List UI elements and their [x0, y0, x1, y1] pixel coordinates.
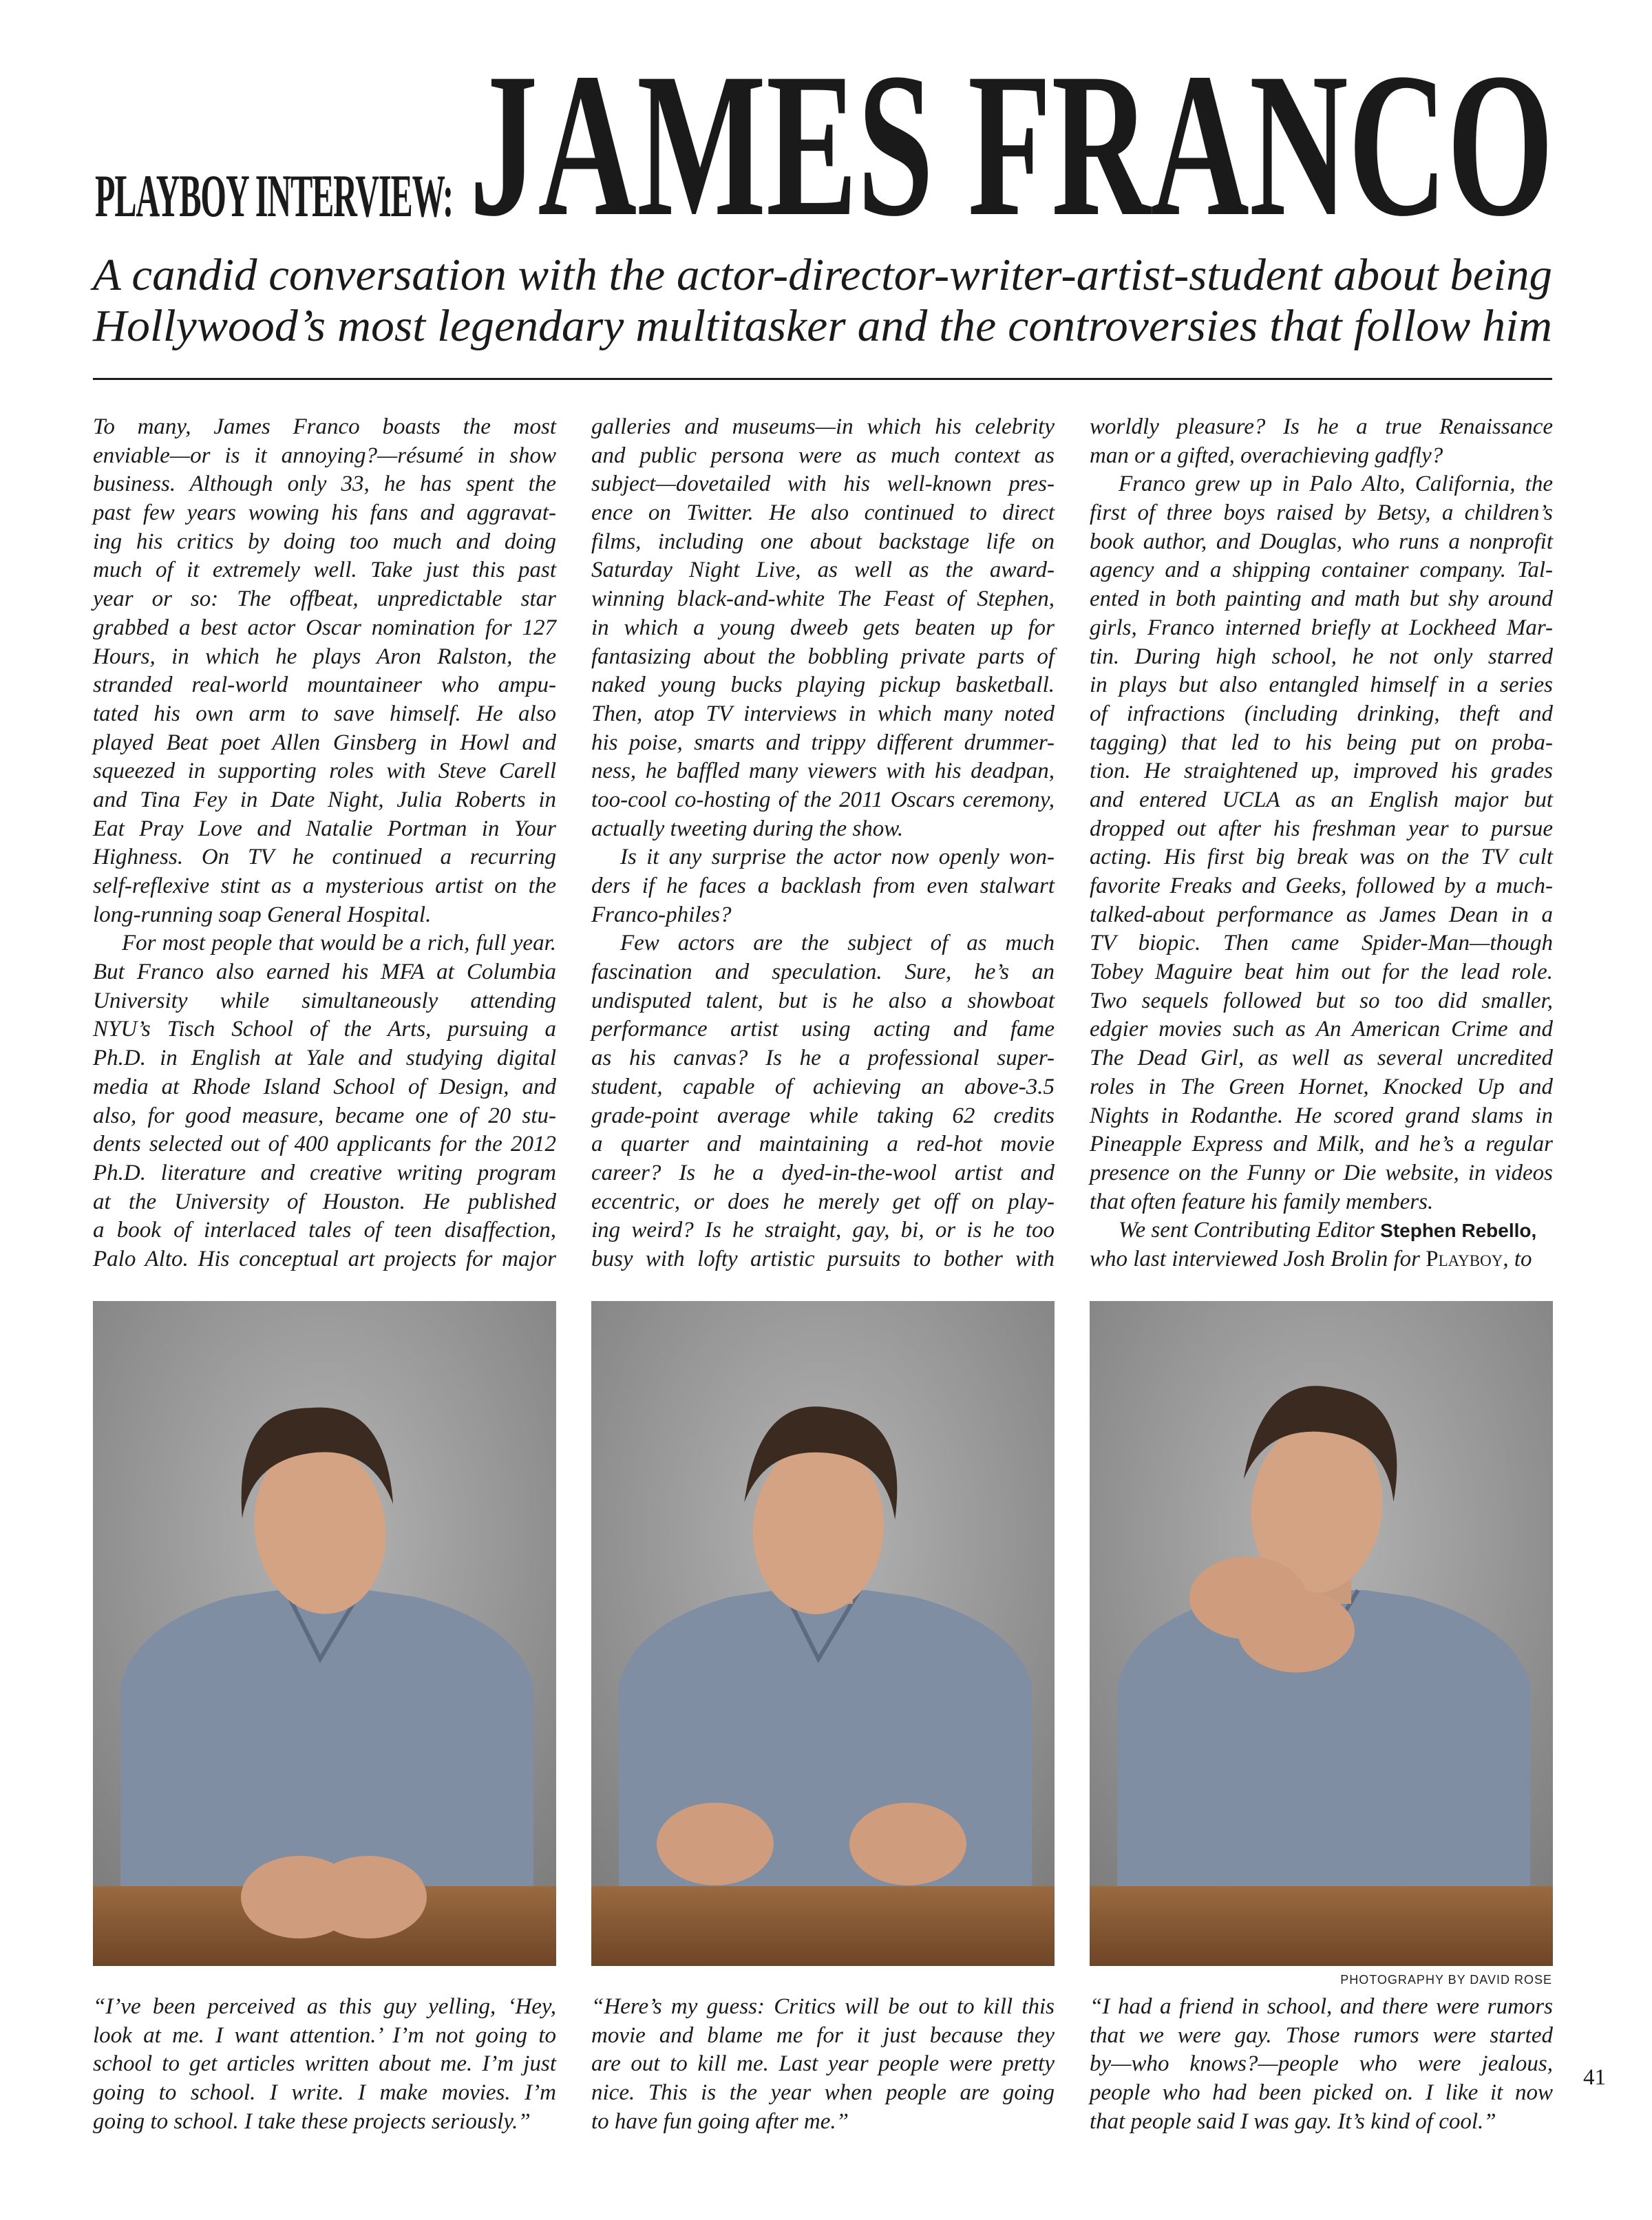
line-text: year or so: The offbeat, unpredictable star [93, 586, 556, 612]
line-text: ness, he baffled many viewers with his deadpan, [591, 759, 1055, 784]
line-text: talked-about performance as James Dean in a [1090, 902, 1553, 927]
text-line [1090, 556, 1553, 585]
text-line [591, 901, 1055, 930]
line-text: For most people that would be a rich, full year. [122, 931, 556, 956]
text-line [93, 1216, 556, 1245]
line-text: business. Although only 33, he has spent the [93, 472, 556, 497]
kicker-text: PLAYBOY INTERVIEW: [95, 163, 453, 230]
line-text: worldly pleasure? Is he a true Renaissance [1090, 414, 1553, 439]
text-line [591, 1130, 1055, 1159]
line-text: tagging) that led to his being put on proba- [1090, 730, 1553, 755]
text-line [1090, 729, 1553, 758]
text-line [591, 614, 1055, 643]
line-text: a quarter and maintaining a red-hot movie [591, 1132, 1055, 1157]
line-text: ing his critics by doing too much and doing [93, 529, 556, 554]
text-line [93, 786, 556, 815]
caption-3 [1090, 1993, 1553, 2136]
text-line [1090, 958, 1553, 987]
text-line [93, 413, 556, 442]
line-text: in which a young dweeb gets beaten up for [591, 615, 1055, 640]
caption-line [591, 1993, 1055, 2022]
line-text: acting. His first big break was on the TV cult [1090, 845, 1553, 870]
text-line [591, 1159, 1055, 1188]
caption-line [1090, 2050, 1553, 2079]
line-text: grabbed a best actor Oscar nomination for 127 [93, 615, 556, 640]
text-line [1090, 1216, 1553, 1245]
subtitle-line-1 [93, 249, 1552, 302]
line-text: career? Is he a dyed-in-the-wool artist and [591, 1160, 1055, 1185]
line-text: self-reflexive stint as a mysterious artist on the [93, 874, 556, 898]
text-line [1090, 499, 1553, 528]
line-text: eccentric, or does he merely get off on play- [591, 1189, 1055, 1214]
text-line [93, 901, 556, 930]
text-line [1090, 643, 1553, 672]
line-text: and Tina Fey in Date Night, Julia Roberts in [93, 787, 556, 812]
line-text: galleries and museums—in which his celebrity [591, 414, 1055, 439]
caption-text: going to school. I write. I make movies. I’m [93, 2080, 556, 2106]
line-text: Nights in Rodanthe. He scored grand slams in [1090, 1103, 1553, 1128]
caption-line [591, 2050, 1055, 2079]
text-line [591, 499, 1055, 528]
line-text: Two sequels followed but so too did smaller, [1090, 988, 1553, 1013]
line-text: performance artist using acting and fame [591, 1017, 1055, 1042]
header-divider [93, 378, 1552, 380]
text-line [591, 1102, 1055, 1131]
line-text: squeezed in supporting roles with Steve Carell [93, 759, 556, 784]
text-line [93, 1073, 556, 1102]
text-line [591, 585, 1055, 614]
text-line [93, 700, 556, 729]
caption-text: to have fun going after me.” [591, 2108, 849, 2134]
line-text: naked young bucks playing pickup basketball. [591, 673, 1055, 698]
photo-credit: PHOTOGRAPHY BY DAVID ROSE [1340, 1973, 1552, 1987]
line-text: played Beat poet Allen Ginsberg in Howl and [93, 730, 556, 755]
line-text: a book of interlaced tales of teen disaffection, [93, 1218, 556, 1243]
line-text: TV biopic. Then came Spider-Man—though [1090, 931, 1553, 956]
text-line [93, 729, 556, 758]
line-text: who last interviewed Josh Brolin for [1090, 1246, 1426, 1271]
caption-2 [591, 1993, 1055, 2136]
line-text: at the University of Houston. He published [93, 1189, 556, 1214]
text-line [93, 499, 556, 528]
caption-text: by—who knows?—people who were jealous, [1090, 2051, 1553, 2077]
caption-line [591, 2079, 1055, 2108]
text-line [1090, 585, 1553, 614]
line-text: fantasizing about the bobbling private parts of [591, 644, 1055, 669]
line-text: roles in The Green Hornet, Knocked Up and [1090, 1074, 1553, 1099]
text-line [93, 1159, 556, 1188]
text-line [1090, 470, 1553, 499]
text-line [1090, 901, 1553, 930]
text-line [1090, 614, 1553, 643]
line-text: Saturday Night Live, as well as the award- [591, 558, 1055, 583]
line-text: that often feature his family members. [1090, 1189, 1434, 1214]
line-text: winning black-and-white The Feast of Stephen, [591, 586, 1055, 612]
line-text: ing weird? Is he straight, gay, bi, or is he too [591, 1218, 1055, 1243]
line-text: Few actors are the subject of as much [620, 931, 1055, 956]
line-text: stranded real-world mountaineer who ampu- [93, 673, 556, 698]
text-line [1090, 1245, 1553, 1274]
text-line [93, 585, 556, 614]
photo-3 [1090, 1301, 1553, 1966]
line-text: long-running soap General Hospital. [93, 902, 432, 927]
text-line [591, 786, 1055, 815]
text-line [93, 1245, 556, 1274]
line-text: ented in both painting and math but shy around [1090, 586, 1553, 612]
text-line [93, 528, 556, 557]
text-line [591, 1245, 1055, 1274]
caption-text: “Here’s my guess: Critics will be out to kill this [591, 1994, 1055, 2019]
line-text: University while simultaneously attending [93, 988, 556, 1013]
line-text: his poise, smarts and trippy different drummer- [591, 730, 1055, 755]
text-line [93, 671, 556, 700]
text-line [93, 470, 556, 499]
line-text: Franco-philes? [591, 902, 732, 927]
caption-text: “I had a friend in school, and there were rumors [1090, 1994, 1553, 2019]
line-text: To many, James Franco boasts the most [93, 414, 556, 439]
text-line [93, 1188, 556, 1217]
caption-text: that people said I was gay. It’s kind of cool.” [1090, 2108, 1496, 2134]
line-text: student, capable of achieving an above-3.5 [591, 1074, 1055, 1099]
line-text: NYU’s Tisch School of the Arts, pursuing a [93, 1017, 556, 1042]
line-text: book author, and Douglas, who runs a nonprofit [1090, 529, 1553, 554]
text-line [1090, 757, 1553, 786]
caption-text: nice. This is the year when people are going [591, 2080, 1055, 2106]
text-line [93, 556, 556, 585]
text-line [1090, 987, 1553, 1016]
text-line [1090, 413, 1553, 442]
caption-text: that we were gay. Those rumors were started [1090, 2022, 1553, 2048]
text-line [591, 757, 1055, 786]
line-text: subject—dovetailed with his well-known pres- [591, 472, 1055, 497]
line-text: Tobey Maguire beat him out for the lead role. [1090, 960, 1553, 985]
line-text: But Franco also earned his MFA at Columbia [93, 960, 556, 985]
text-line [591, 729, 1055, 758]
line-text: Ph.D. in English at Yale and studying digital [93, 1046, 556, 1071]
text-line [1090, 1044, 1553, 1073]
body-column-2 [591, 413, 1055, 1274]
headline-text: JAMES FRANCO [469, 30, 1554, 259]
subtitle-line-2 [93, 300, 1552, 352]
text-line [591, 958, 1055, 987]
text-line [93, 643, 556, 672]
text-line [591, 470, 1055, 499]
line-text: media at Rhode Island School of Design, and [93, 1074, 556, 1099]
line-text: also, for good measure, became one of 20 stu- [93, 1103, 556, 1128]
text-line [1090, 872, 1553, 901]
text-line [1090, 671, 1553, 700]
line-text: , to [1503, 1246, 1532, 1271]
line-text: and public persona were as much context as [591, 443, 1055, 468]
text-line [591, 872, 1055, 901]
text-line [93, 442, 556, 471]
caption-line [93, 1993, 556, 2022]
caption-1 [93, 1993, 556, 2136]
caption-line [93, 2108, 556, 2137]
line-text: presence on the Funny or Die website, in videos [1090, 1160, 1553, 1185]
text-line [591, 413, 1055, 442]
text-line [591, 1044, 1055, 1073]
body-column-3 [1090, 413, 1553, 1274]
text-line [93, 1044, 556, 1073]
line-text: dropped out after his freshman year to pursue [1090, 816, 1553, 841]
text-line [1090, 929, 1553, 958]
subtitle-text: A candid conversation with the actor-director-writer-artist-student about being [93, 250, 1552, 300]
text-line [93, 872, 556, 901]
line-text: Ph.D. literature and creative writing program [93, 1160, 556, 1185]
text-line [591, 1216, 1055, 1245]
text-line [1090, 1130, 1553, 1159]
line-text: Then, atop TV interviews in which many noted [591, 701, 1055, 726]
caption-text: are out to kill me. Last year people were pretty [591, 2051, 1055, 2077]
line-text: We sent Contributing Editor [1119, 1218, 1381, 1243]
text-line [93, 1130, 556, 1159]
line-text: busy with lofty artistic pursuits to bother with [591, 1246, 1055, 1271]
line-text: tin. During high school, he not only starred [1090, 644, 1553, 669]
caption-line [1090, 2022, 1553, 2051]
line-text: Franco grew up in Palo Alto, California, the [1119, 472, 1553, 497]
text-line [93, 1015, 556, 1044]
line-text: edgier movies such as An American Crime and [1090, 1017, 1553, 1042]
line-text: Eat Pray Love and Natalie Portman in Your [93, 816, 556, 841]
line-text: of infractions (including drinking, theft and [1090, 701, 1553, 726]
caption-line [93, 2050, 556, 2079]
kicker-playboy-interview [95, 164, 453, 229]
line-text: undisputed talent, but is he also a showboat [591, 988, 1055, 1013]
text-line [591, 929, 1055, 958]
body-column-1 [93, 413, 556, 1274]
subtitle-text: Hollywood’s most legendary multitasker and the controversies that follow him [93, 301, 1552, 351]
line-text: past few years wowing his fans and aggravat- [93, 500, 556, 526]
text-line [93, 929, 556, 958]
text-line [93, 1102, 556, 1131]
line-text: ence on Twitter. He also continued to direct [591, 500, 1055, 526]
line-text: too-cool co-hosting of the 2011 Oscars ceremony, [591, 787, 1055, 812]
caption-text: movie and blame me for it just because they [591, 2022, 1055, 2048]
line-text: actually tweeting during the show. [591, 816, 904, 841]
caption-text: look at me. I want attention.’ I’m not going to [93, 2022, 556, 2048]
text-line [591, 1188, 1055, 1217]
text-line [591, 442, 1055, 471]
line-text: fascination and speculation. Sure, he’s an [591, 960, 1055, 985]
caption-line [93, 2079, 556, 2108]
line-text: as his canvas? Is he a professional super- [591, 1046, 1055, 1071]
line-text: girls, Franco interned briefly at Lockheed Mar- [1090, 615, 1553, 640]
author-name: Stephen Rebello, [1380, 1220, 1537, 1242]
caption-line [1090, 1993, 1553, 2022]
caption-text: going to school. I take these projects seriously.” [93, 2108, 531, 2134]
table [591, 1886, 1055, 1966]
table [1090, 1886, 1553, 1966]
caption-line [1090, 2108, 1553, 2137]
line-text: much of it extremely well. Take just this past [93, 558, 556, 583]
text-line [93, 815, 556, 844]
text-line [93, 757, 556, 786]
line-text: and entered UCLA as an English major but [1090, 787, 1553, 812]
caption-text: “I’ve been perceived as this guy yelling, ‘Hey, [93, 1994, 556, 2019]
line-text: Highness. On TV he continued a recurring [93, 845, 556, 870]
line-text: ders if he faces a backlash from even stalwart [591, 874, 1055, 898]
text-line [93, 614, 556, 643]
page-number: 41 [1583, 2065, 1606, 2090]
text-line [93, 987, 556, 1016]
text-line [1090, 786, 1553, 815]
text-line [93, 958, 556, 987]
line-text: Hours, in which he plays Aron Ralston, the [93, 644, 556, 669]
line-text: favorite Freaks and Geeks, followed by a much- [1090, 874, 1553, 898]
text-line [591, 700, 1055, 729]
line-text: Pineapple Express and Milk, and he’s a regular [1090, 1132, 1553, 1157]
line-text: first of three boys raised by Betsy, a children’s [1090, 500, 1553, 526]
text-line [1090, 843, 1553, 872]
text-line [1090, 1188, 1553, 1217]
line-text: agency and a shipping container company. Tal- [1090, 558, 1553, 583]
text-line [1090, 1073, 1553, 1102]
text-line [591, 1015, 1055, 1044]
text-line [591, 1073, 1055, 1102]
photo-2 [591, 1301, 1055, 1966]
text-line [1090, 1015, 1553, 1044]
text-line [1090, 1102, 1553, 1131]
line-text: The Dead Girl, as well as several uncredited [1090, 1046, 1553, 1071]
text-line [591, 987, 1055, 1016]
text-line [591, 643, 1055, 672]
text-line [93, 843, 556, 872]
line-text: dents selected out of 400 applicants for the 2012 [93, 1132, 556, 1157]
line-text: Palo Alto. His conceptual art projects for major [93, 1246, 556, 1271]
magazine-name: Playboy [1426, 1246, 1503, 1271]
caption-line [591, 2022, 1055, 2051]
photo-1 [93, 1301, 556, 1966]
text-line [591, 671, 1055, 700]
line-text: tion. He straightened up, improved his grades [1090, 759, 1553, 784]
text-line [591, 843, 1055, 872]
line-text: films, including one about backstage life on [591, 529, 1055, 554]
caption-text: school to get articles written about me. I’m just [93, 2051, 556, 2077]
caption-line [1090, 2079, 1553, 2108]
line-text: tated his own arm to save himself. He also [93, 701, 556, 726]
text-line [1090, 815, 1553, 844]
text-line [1090, 528, 1553, 557]
text-line [591, 528, 1055, 557]
line-text: enviable—or is it annoying?—résumé in show [93, 443, 556, 468]
caption-text: people who had been picked on. I like it now [1090, 2080, 1553, 2106]
caption-line [93, 2022, 556, 2051]
line-text: grade-point average while taking 62 credits [591, 1103, 1055, 1128]
line-text: in plays but also entangled himself in a series [1090, 673, 1553, 698]
text-line [1090, 700, 1553, 729]
line-text: man or a gifted, overachieving gadfly? [1090, 443, 1443, 468]
text-line [1090, 442, 1553, 471]
caption-line [591, 2108, 1055, 2137]
line-text: Is it any surprise the actor now openly won- [620, 845, 1055, 870]
text-line [591, 815, 1055, 844]
text-line [591, 556, 1055, 585]
headline-title [469, 30, 1554, 259]
text-line [1090, 1159, 1553, 1188]
